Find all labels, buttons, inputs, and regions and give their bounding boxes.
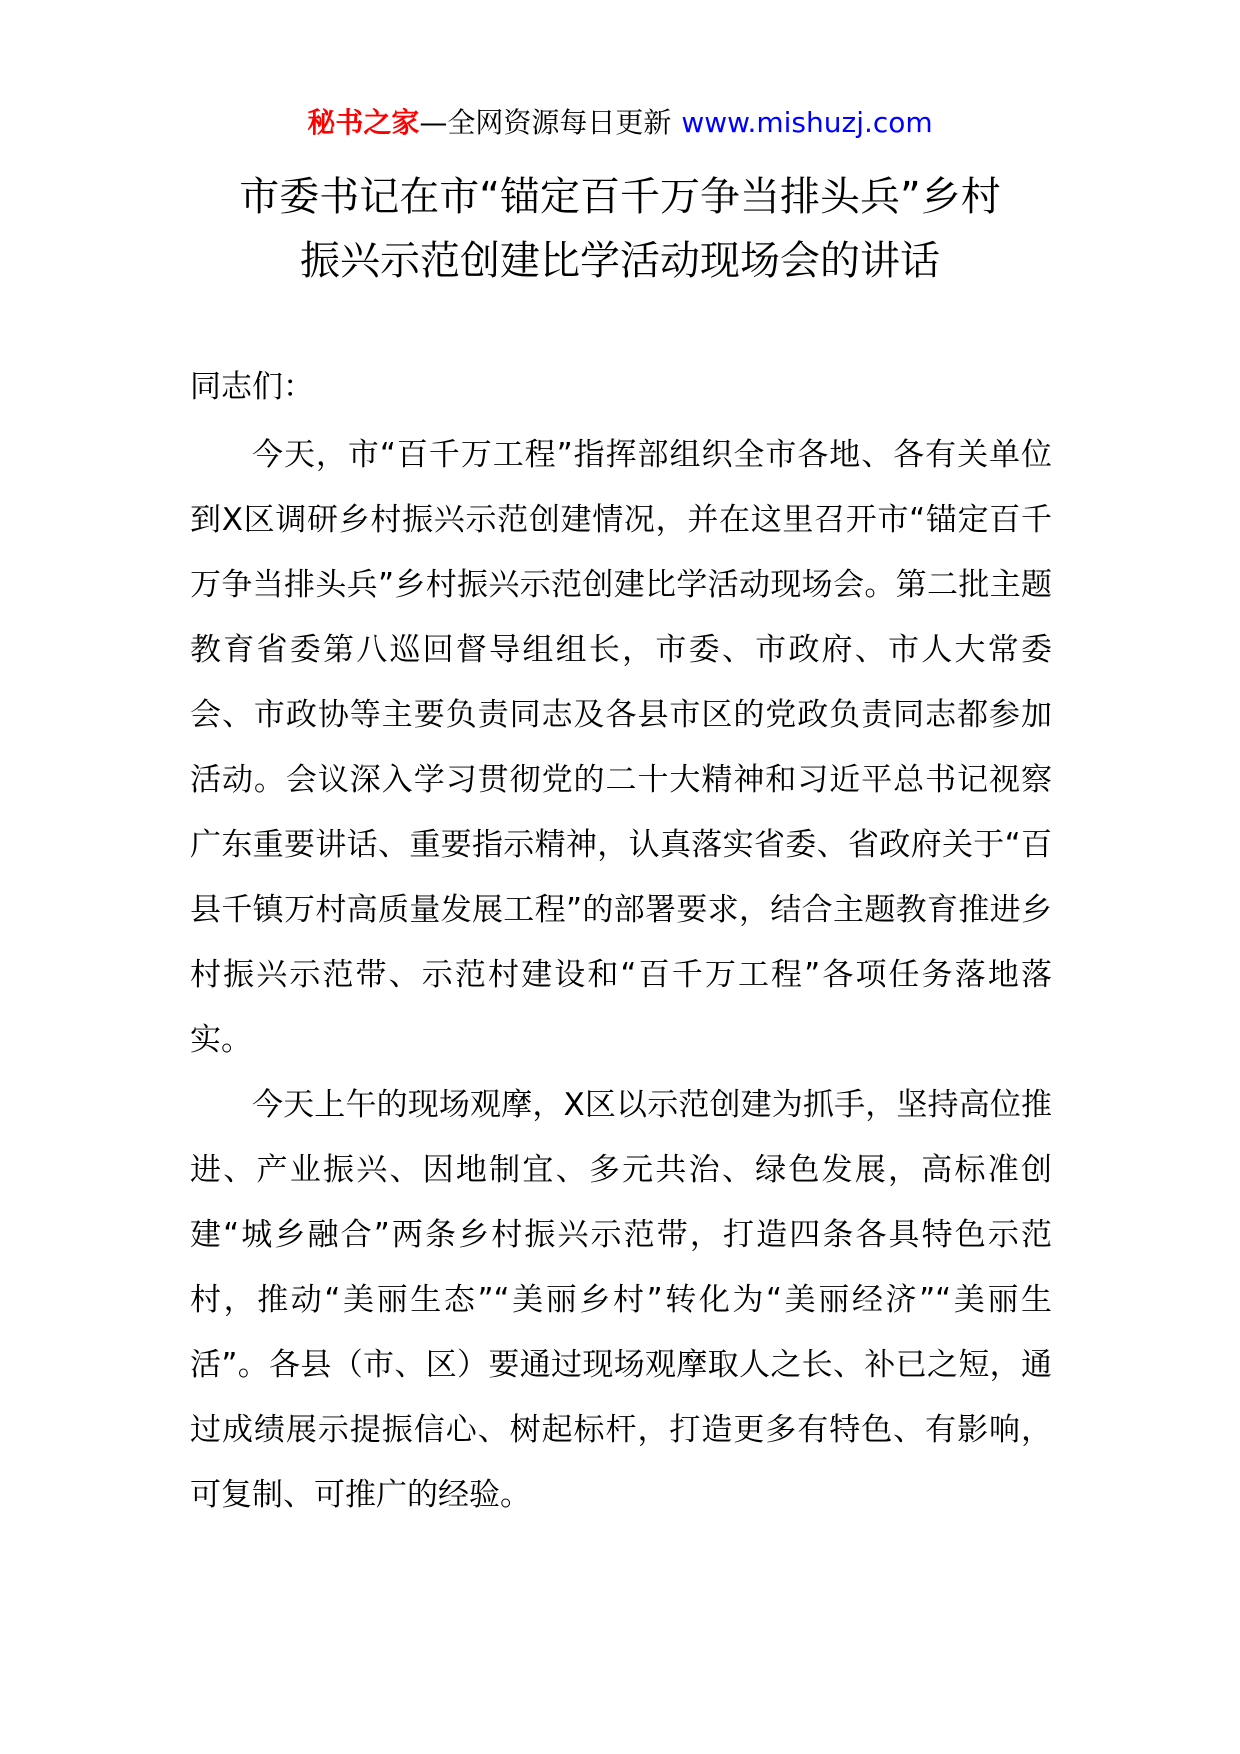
header-tagline: —全网资源每日更新 [419,106,672,139]
site-url-link[interactable]: www.mishuzj.com [681,106,933,139]
document-body [190,355,1052,1528]
body-paragraph: 今天上午的现场观摩，X区以示范创建为抓手，坚持高位推进、产业振兴、因地制宜、多元共治、绿色发展，高标准创建“城乡融合”两条乡村振兴示范带，打造四条各具特色示范村，推动“美丽生态”“美丽乡村”转化为“美丽经济”“美丽生活”。各县（市、区）要通过现场观摩取人之长、补已之短，通过成绩展示提振信心、树起标杆，打造更多有特色、有影响，可复制、可推广的经验。 [190,1087,1052,1513]
site-header-banner [0,103,1240,143]
title-line-1: 市委书记在市“锚定百千万争当排头兵”乡村 [239,174,1001,220]
brand-name: 秘书之家 [307,106,420,139]
body-paragraph: 今天，市“百千万工程”指挥部组织全市各地、各有关单位到X区调研乡村振兴示范创建情况，并在这里召开市“锚定百千万争当排头兵”乡村振兴示范创建比学活动现场会。第二批主题教育省委第八巡回督导组组长，市委、市政府、市人大常委会、市政协等主要负责同志及各县市区的党政负责同志都参加活动。会议深入学习贯彻党的二十大精神和习近平总书记视察广东重要讲话、重要指示精神，认真落实省委、省政府关于“百县千镇万村高质量发展工程”的部署要求，结合主题教育推进乡村振兴示范带、示范村建设和“百千万工程”各项任务落地落实。 [190,437,1052,1058]
document-title [140,165,1100,293]
salutation: 同志们： [190,369,314,405]
title-line-2: 振兴示范创建比学活动现场会的讲话 [300,238,940,284]
